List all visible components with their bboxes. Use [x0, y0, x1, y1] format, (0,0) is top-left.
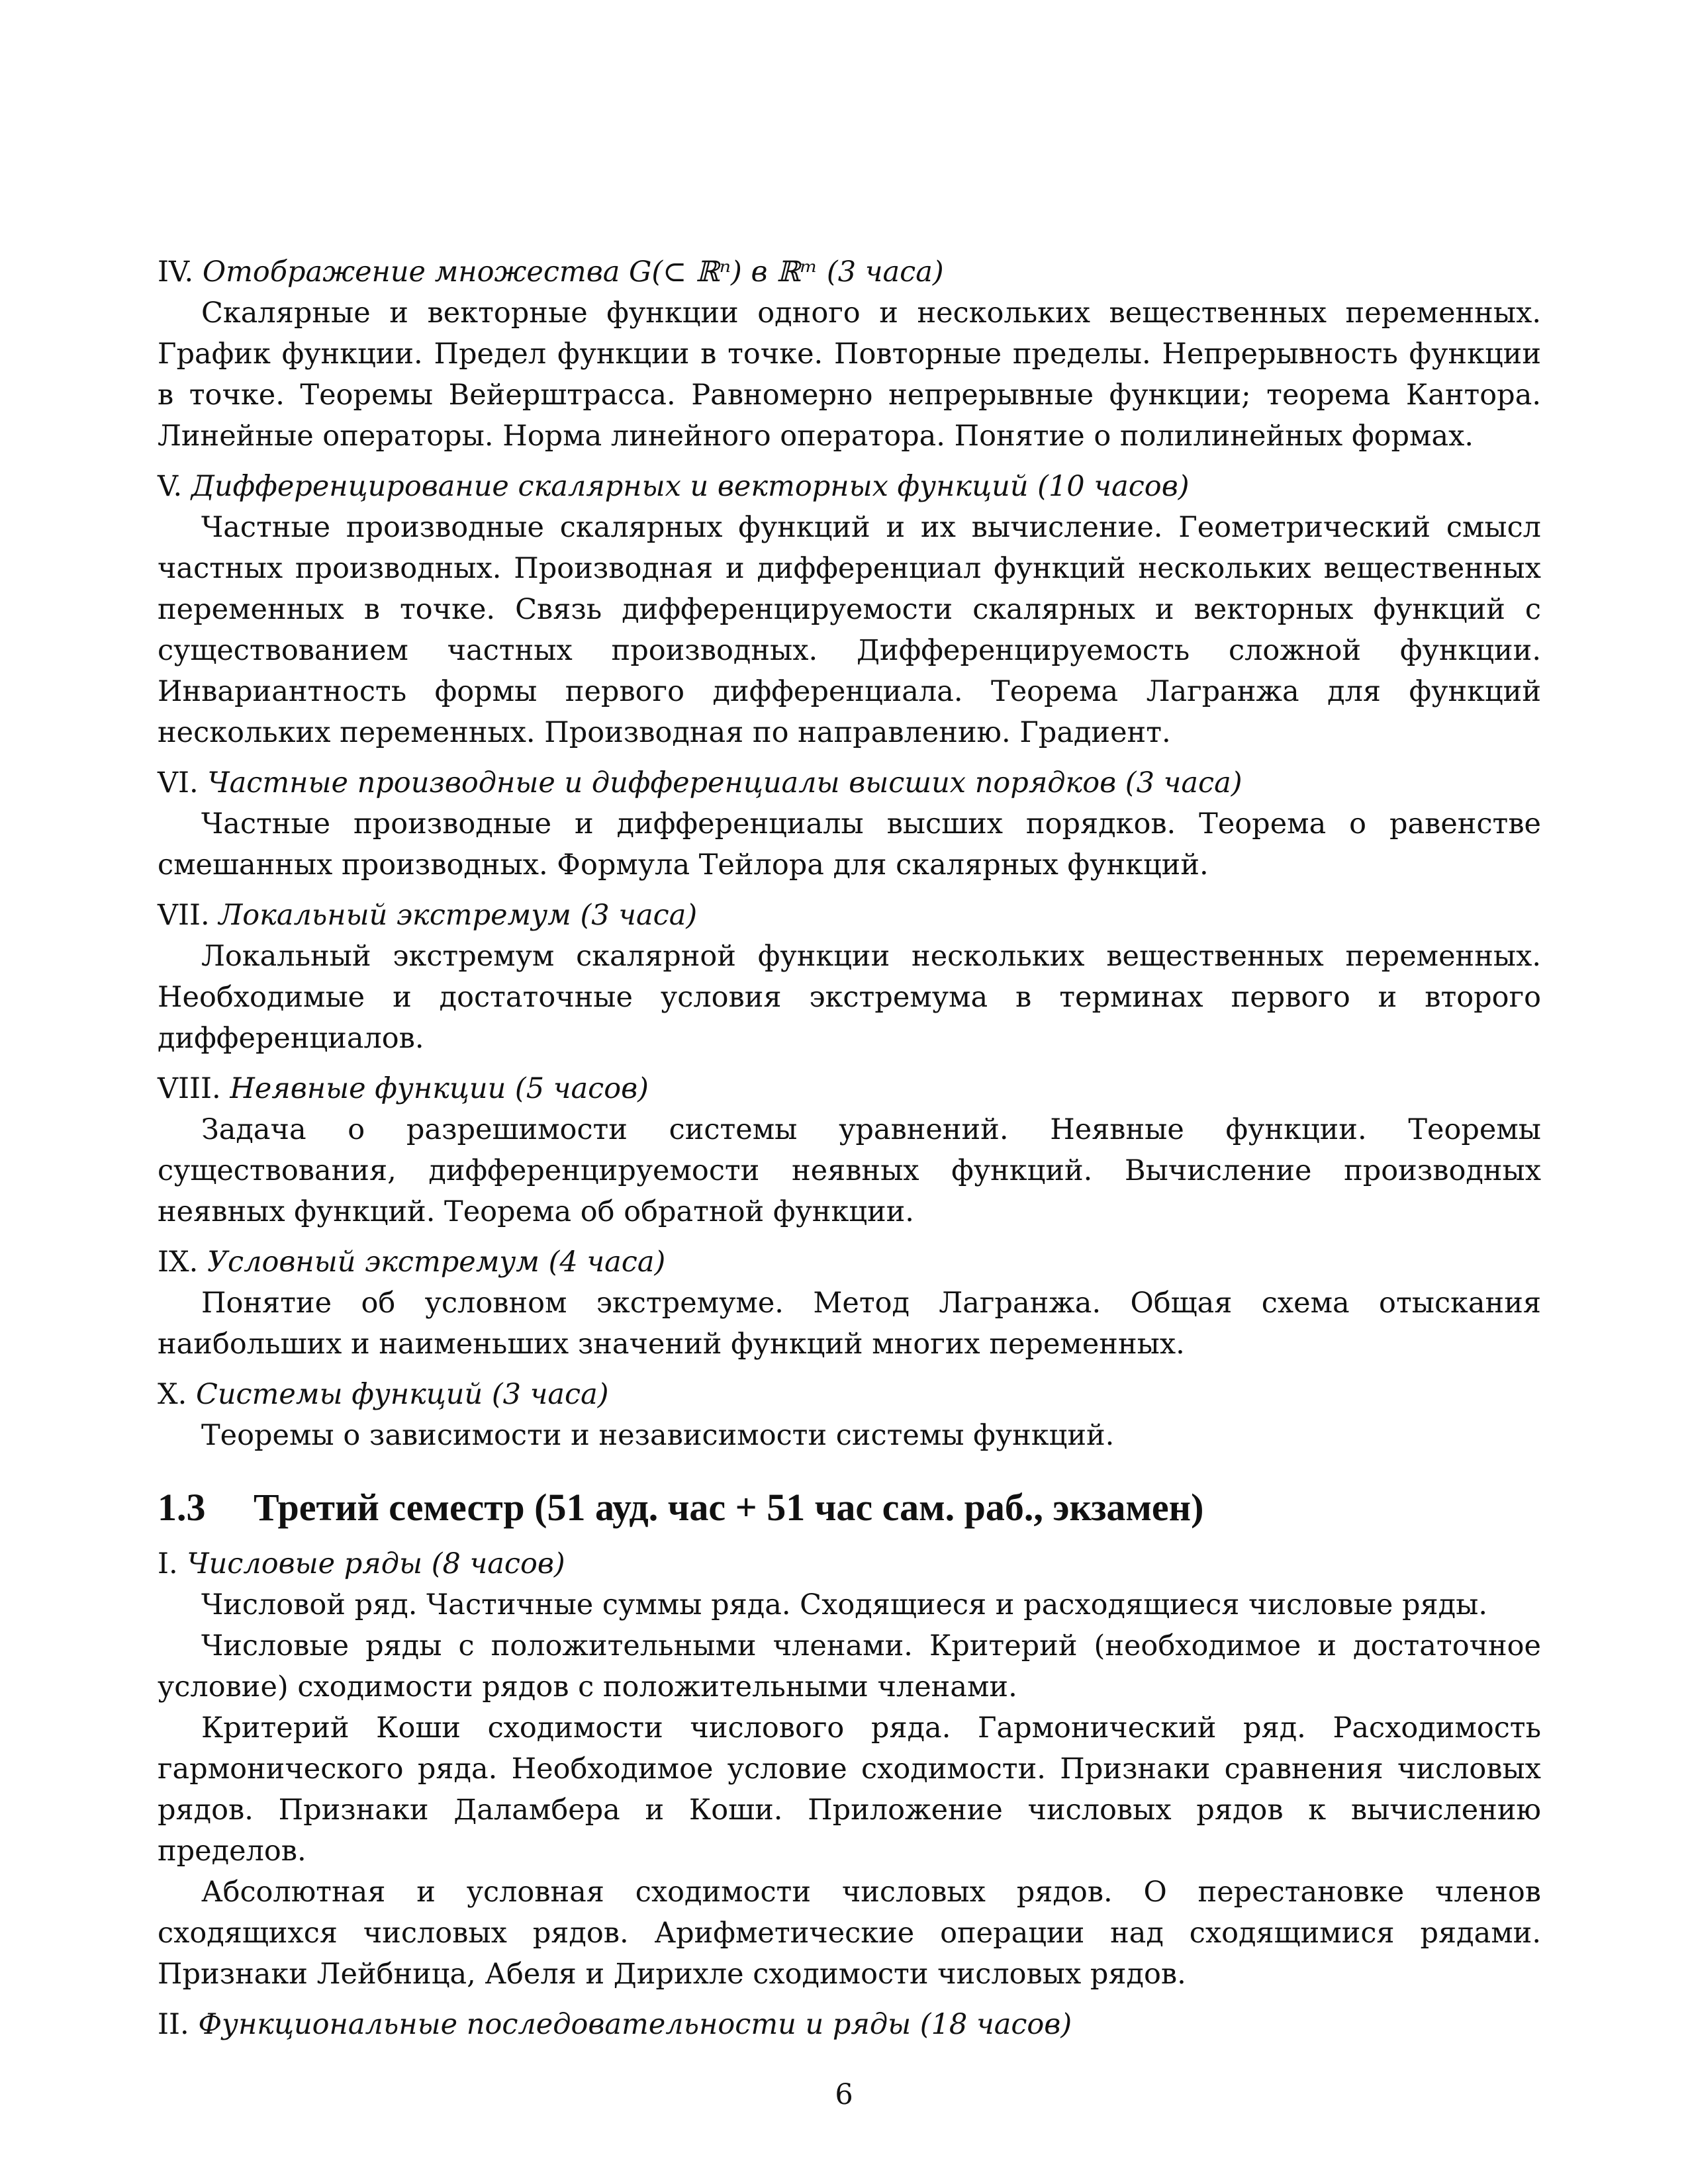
paragraph: Абсолютная и условная сходимости числовых рядов. О перестановке членов сходящихся числовых рядов. Арифметические операции над сходящимися рядами. Признаки Лейбница, Абеля и Дирихле сходимости числовых рядов.	[158, 1876, 1541, 1991]
subsection-number: 1.3	[158, 1486, 206, 1529]
subsection-title	[158, 1481, 1541, 1534]
section-title: Отображение множества G(⊂ ℝⁿ) в ℝᵐ (3 часа)	[202, 255, 944, 289]
paragraph: Теоремы о зависимости и независимости системы функций.	[201, 1419, 1115, 1452]
page-number: 6	[835, 2078, 853, 2111]
section-heading	[158, 251, 1541, 293]
section-vi	[158, 762, 1541, 886]
section-title: Частные производные и дифференциалы высших порядков (3 часа)	[207, 766, 1243, 799]
section-title: Условный экстремум (4 часа)	[207, 1246, 666, 1279]
section-title: Числовые ряды (8 часов)	[187, 1547, 565, 1580]
section-title: Локальный экстремум (3 часа)	[218, 899, 698, 932]
section-heading	[158, 1242, 1541, 1283]
section-number: IV.	[158, 255, 194, 289]
section-title: Функциональные последовательности и ряды (18 часов)	[198, 2008, 1072, 2041]
paragraph: Частные производные скалярных функций и их вычисление. Геометрический смысл частных производных. Производная и дифференциал функций нескольких вещественных переменных в точке. Связь дифференцируемости скалярных и векторных функций с существованием частных производных. Дифференцируемость сложной функции. Инвариантность формы первого дифференциала. Теорема Лагранжа для функций нескольких переменных. Производная по направлению. Градиент.	[158, 511, 1541, 749]
paragraph: Числовой ряд. Частичные суммы ряда. Сходящиеся и расходящиеся числовые ряды.	[201, 1588, 1487, 1621]
paragraph: Локальный экстремум скалярной функции нескольких вещественных переменных. Необходимые и достаточные условия экстремума в терминах первого и второго дифференциалов.	[158, 940, 1541, 1055]
paragraph: Понятие об условном экстремуме. Метод Лагранжа. Общая схема отыскания наибольших и наименьших значений функций многих переменных.	[158, 1287, 1541, 1361]
section-number: I.	[158, 1547, 178, 1580]
section-number: VII.	[158, 899, 210, 932]
section-viii	[158, 1068, 1541, 1232]
section-heading	[158, 466, 1541, 507]
section-heading	[158, 895, 1541, 936]
section-number: VIII.	[158, 1072, 221, 1105]
paragraph: Числовые ряды с положительными членами. Критерий (необходимое и достаточное условие) сходимости рядов с положительными членами.	[158, 1629, 1541, 1704]
section-title: Дифференцирование скалярных и векторных функций (10 часов)	[191, 470, 1190, 503]
subsection-title-text: Третий семестр (51 ауд. час + 51 час сам. раб., экзамен)	[254, 1486, 1204, 1529]
section-heading	[158, 762, 1541, 803]
section-ix	[158, 1242, 1541, 1365]
section-heading	[158, 1543, 1541, 1584]
page-body	[158, 251, 1541, 2045]
section-vii	[158, 895, 1541, 1059]
section-number: IX.	[158, 1246, 199, 1279]
section-ii	[158, 2004, 1541, 2045]
paragraph: Скалярные и векторные функции одного и нескольких вещественных переменных. График функции. Предел функции в точке. Повторные пределы. Непрерывность функции в точке. Теоремы Вейерштрасса. Равномерно непрерывные функции; теорема Кантора. Линейные операторы. Норма линейного оператора. Понятие о полилинейных формах.	[158, 296, 1541, 453]
section-heading	[158, 1374, 1541, 1415]
section-title: Неявные функции (5 часов)	[230, 1072, 649, 1105]
section-x	[158, 1374, 1541, 1456]
section-iv	[158, 251, 1541, 457]
section-i	[158, 1543, 1541, 1995]
section-title: Системы функций (3 часа)	[195, 1378, 609, 1411]
section-number: X.	[158, 1378, 187, 1411]
section-number: VI.	[158, 766, 199, 799]
paragraph: Задача о разрешимости системы уравнений. Неявные функции. Теоремы существования, дифференцируемости неявных функций. Вычисление производных неявных функций. Теорема об обратной функции.	[158, 1113, 1541, 1228]
paragraph: Частные производные и дифференциалы высших порядков. Теорема о равенстве смешанных производных. Формула Тейлора для скалярных функций.	[158, 807, 1541, 882]
section-heading	[158, 1068, 1541, 1109]
section-number: II.	[158, 2008, 189, 2041]
section-heading	[158, 2004, 1541, 2045]
section-number: V.	[158, 470, 183, 503]
paragraph: Критерий Коши сходимости числового ряда. Гармонический ряд. Расходимость гармонического ряда. Необходимое условие сходимости. Признаки сравнения числовых рядов. Признаки Даламбера и Коши. Приложение числовых рядов к вычислению пределов.	[158, 1711, 1541, 1868]
section-v	[158, 466, 1541, 753]
